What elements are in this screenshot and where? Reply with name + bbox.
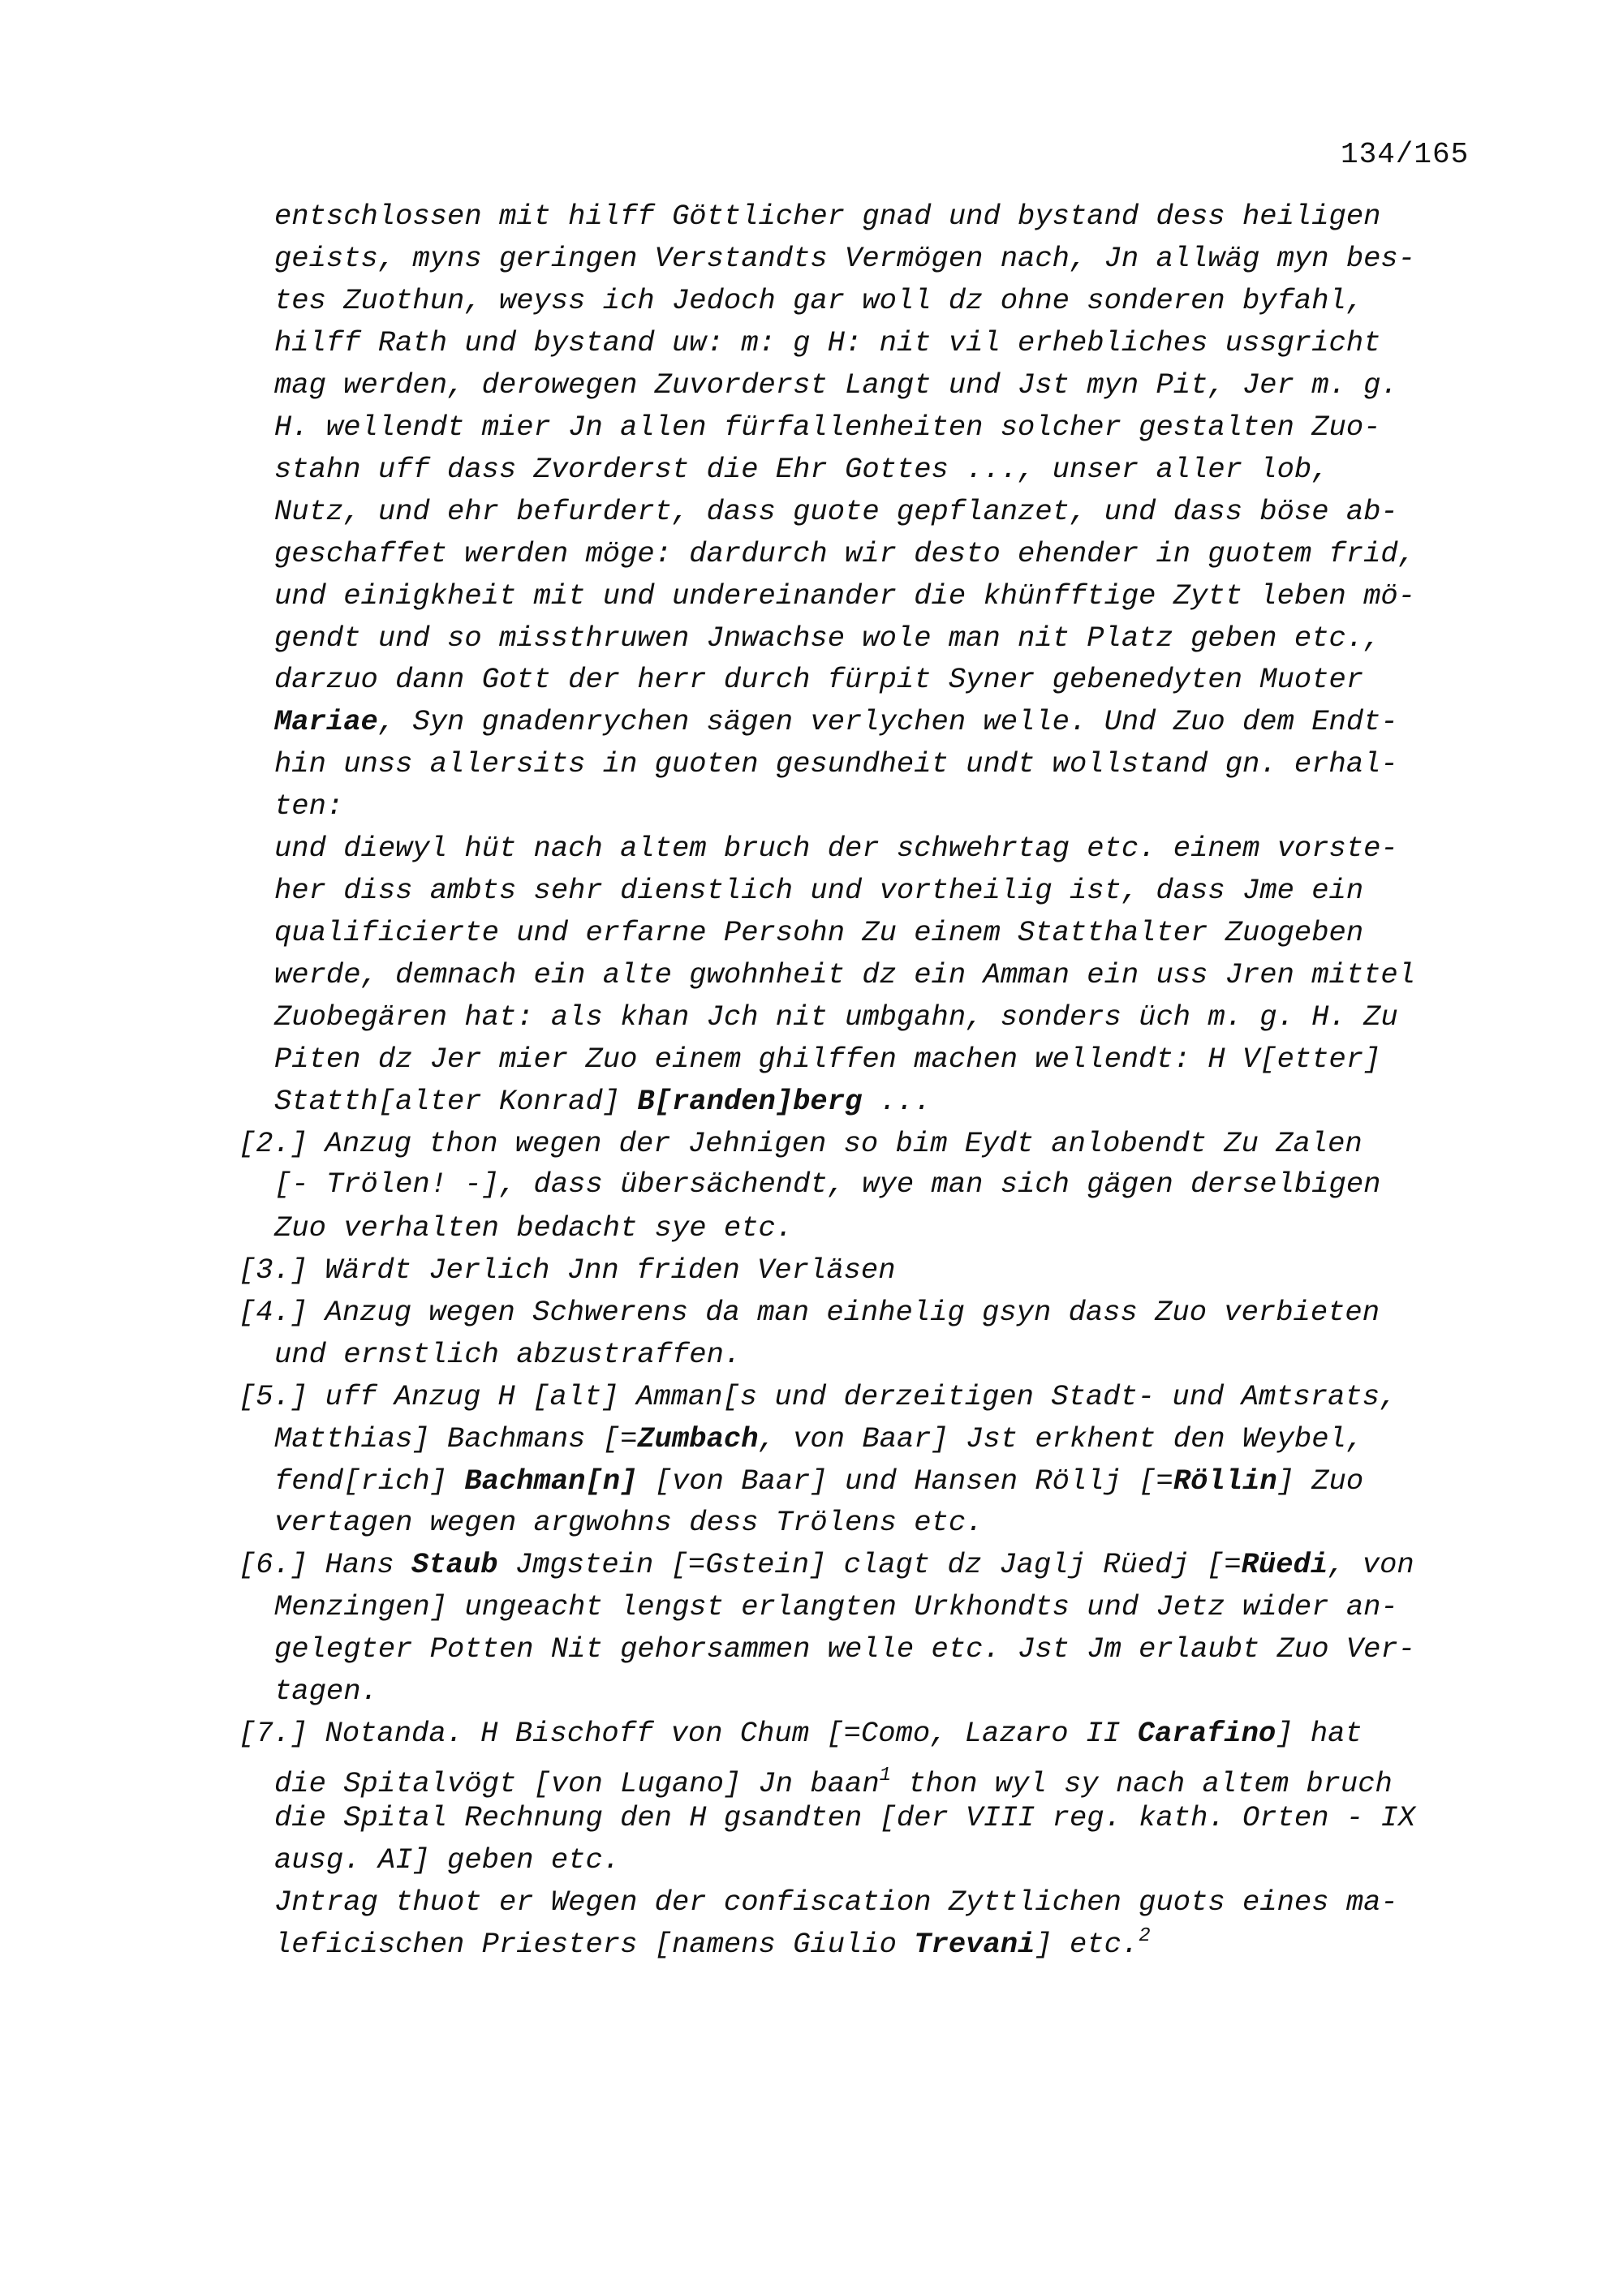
text-run: ...: [862, 1084, 932, 1118]
text-line: [274, 241, 1416, 275]
text-run: her diss ambts sehr dienstlich und vortheilig ist, dass Jme ein: [274, 874, 1364, 908]
text-line: [274, 1924, 1151, 1961]
text-run: entschlossen mit hilff Göttlicher gnad und bystand dess heiligen: [274, 200, 1381, 233]
text-line: [274, 536, 1416, 570]
text-run: stahn uff dass Zvorderst die Ehr Gottes ..., unser aller lob,: [274, 452, 1329, 486]
text-run: geists, myns geringen Verstandts Vermögen nach, Jn allwäg myn bes-: [274, 241, 1416, 275]
bold-name: Staub: [411, 1548, 498, 1582]
text-line: [274, 452, 1329, 486]
text-run: leficischen Priesters [namens Giulio: [274, 1927, 915, 1961]
text-run: werde, demnach ein alte gwohnheit dz ein Amman ein uss Jren mittel: [274, 958, 1416, 992]
text-run: hilff Rath und bystand uw: m: g H: nit vil erhebliches ussgricht: [274, 325, 1381, 359]
text-run: Zuobegären hat: als khan Jch nit umbgahn, sonders üch m. g. H. Zu: [274, 1000, 1398, 1034]
text-run: die Spitalvögt [von Lugano] Jn baan: [274, 1767, 880, 1801]
text-run: gelegter Potten Nit gehorsammen welle etc. Jst Jm erlaubt Zuo Ver-: [274, 1632, 1416, 1666]
footnote-marker: 2: [1139, 1924, 1151, 1947]
list-item-line: [239, 1253, 896, 1287]
list-item-line: [239, 1379, 1397, 1413]
text-line: [274, 1421, 1364, 1455]
text-run: ausg. AI] geben etc.: [274, 1843, 621, 1877]
text-run: Nutz, und ehr befurdert, dass guote gepflanzet, und dass böse ab-: [274, 494, 1398, 528]
text-run: [5.] uff Anzug H [alt] Amman[s und derzeitigen Stadt- und Amtsrats,: [239, 1379, 1397, 1413]
footnote-marker: 1: [879, 1765, 892, 1787]
text-line: [274, 747, 1398, 781]
text-line: [274, 1210, 794, 1245]
text-run: Piten dz Jer mier Zuo einem ghilffen machen wellendt: H V[etter]: [274, 1043, 1381, 1076]
text-line: [274, 410, 1381, 444]
text-run: [2.] Anzug thon wegen der Jehnigen so bim Eydt anlobendt Zu Zalen: [239, 1126, 1363, 1160]
text-run: thon wyl sy nach altem bruch: [891, 1767, 1393, 1801]
text-run: H. wellendt mier Jn allen fürfallenheiten solcher gestalten Zuo-: [274, 410, 1381, 444]
text-line: [274, 494, 1398, 528]
text-run: gendt und so missthruwen Jnwachse wole man nit Platz geben etc.,: [274, 621, 1381, 655]
text-line: [274, 1464, 1364, 1498]
text-line: [274, 1337, 742, 1371]
text-line: [274, 789, 344, 823]
text-line: [274, 1675, 378, 1709]
text-run: tes Zuothun, weyss ich Jedoch gar woll dz ohne sonderen byfahl,: [274, 283, 1364, 317]
text-line: [274, 663, 1364, 697]
text-run: [6.] Hans: [239, 1548, 412, 1582]
bold-name: Carafino: [1137, 1717, 1276, 1751]
text-run: , von Baar] Jst erkhent den Weybel,: [758, 1421, 1364, 1455]
bold-name: Bachman[n]: [464, 1464, 638, 1498]
text-line: [274, 283, 1364, 317]
bold-name: B[randen]berg: [637, 1084, 863, 1118]
list-item-line: [239, 1295, 1380, 1329]
text-run: Matthias] Bachmans [=: [274, 1421, 638, 1455]
text-run: Jntrag thuot er Wegen der confiscation Zyttlichen guots eines ma-: [274, 1885, 1398, 1919]
text-run: Jmgstein [=Gstein] clagt dz Jaglj Rüedj [=: [497, 1548, 1242, 1582]
text-line: [274, 918, 1363, 948]
text-run: Statth[alter Konrad]: [274, 1084, 638, 1118]
text-run: die Spital Rechnung den H gsandten [der VIII reg. kath. Orten - IX: [274, 1801, 1416, 1835]
text-run: Zuo verhalten bedacht sye etc.: [274, 1210, 794, 1245]
text-line: [274, 1000, 1398, 1034]
bold-name: Rüedi: [1241, 1548, 1328, 1582]
text-run: ] hat: [1276, 1717, 1363, 1751]
text-run: und einigkheit mit und undereinander die khünfftige Zytt leben mö-: [274, 578, 1416, 613]
text-run: ] Zuo: [1276, 1464, 1364, 1498]
text-line: [274, 1885, 1398, 1919]
bold-name: Trevani: [914, 1927, 1035, 1961]
text-run: [von Baar] und Hansen Röllj [=: [637, 1464, 1173, 1498]
text-run: fend[rich]: [274, 1464, 465, 1498]
text-line: [274, 958, 1416, 992]
text-line: [274, 1506, 984, 1540]
text-line: [274, 621, 1381, 655]
list-item-line: [239, 1126, 1363, 1160]
text-run: ] etc.: [1035, 1927, 1139, 1961]
text-line: [274, 1843, 621, 1877]
text-run: und diewyl hüt nach altem bruch der schwehrtag etc. einem vorste-: [274, 832, 1398, 866]
text-run: darzuo dann Gott der herr durch fürpit Syner gebenedyten Muoter: [274, 663, 1364, 697]
text-line: [274, 578, 1416, 613]
text-line: [274, 1590, 1398, 1624]
text-run: hin unss allersits in guoten gesundheit undt wollstand gn. erhal-: [274, 747, 1398, 781]
page-number: 134/165: [1341, 138, 1470, 171]
text-line: [274, 707, 1398, 737]
text-line: [274, 325, 1381, 359]
text-run: mag werden, derowegen Zuvorderst Langt und Jst myn Pit, Jer m. g.: [274, 368, 1398, 402]
text-run: Menzingen] ungeacht lengst erlangten Urkhondts und Jetz wider an-: [274, 1590, 1398, 1624]
bold-name: Zumbach: [637, 1421, 759, 1455]
text-run: vertagen wegen argwohns dess Trölens etc.: [274, 1506, 984, 1540]
text-line: [274, 1045, 1380, 1074]
text-line: [274, 832, 1398, 866]
text-run: und ernstlich abzustraffen.: [274, 1337, 742, 1371]
text-run: , Syn gnadenrychen sägen verlychen welle. Und Zuo dem Endt-: [377, 705, 1398, 739]
text-line: [274, 1632, 1416, 1666]
text-run: qualificierte und erfarne Persohn Zu einem Statthalter Zuogeben: [274, 916, 1364, 950]
text-run: [3.] Wärdt Jerlich Jnn friden Verläsen: [239, 1253, 896, 1287]
text-line: [274, 1167, 1381, 1201]
list-item-line: [239, 1550, 1414, 1580]
text-line: [274, 1084, 932, 1118]
text-run: , von: [1328, 1548, 1414, 1582]
text-line: [274, 202, 1380, 231]
text-line: [274, 1765, 1393, 1801]
text-run: [4.] Anzug wegen Schwerens da man einhelig gsyn dass Zuo verbieten: [239, 1295, 1380, 1329]
text-run: [- Trölen! -], dass übersächendt, wye man sich gägen derselbigen: [274, 1167, 1381, 1201]
bold-name: Röllin: [1173, 1464, 1277, 1498]
text-line: [274, 368, 1398, 402]
text-line: [274, 1801, 1416, 1835]
bold-name: Mariae: [274, 705, 378, 739]
text-run: ten:: [274, 789, 344, 823]
text-run: geschaffet werden möge: dardurch wir desto ehender in guotem frid,: [274, 536, 1416, 570]
list-item-line: [239, 1717, 1363, 1751]
text-line: [274, 874, 1364, 908]
text-run: tagen.: [274, 1675, 378, 1709]
text-run: [7.] Notanda. H Bischoff von Chum [=Como, Lazaro II: [239, 1717, 1138, 1751]
